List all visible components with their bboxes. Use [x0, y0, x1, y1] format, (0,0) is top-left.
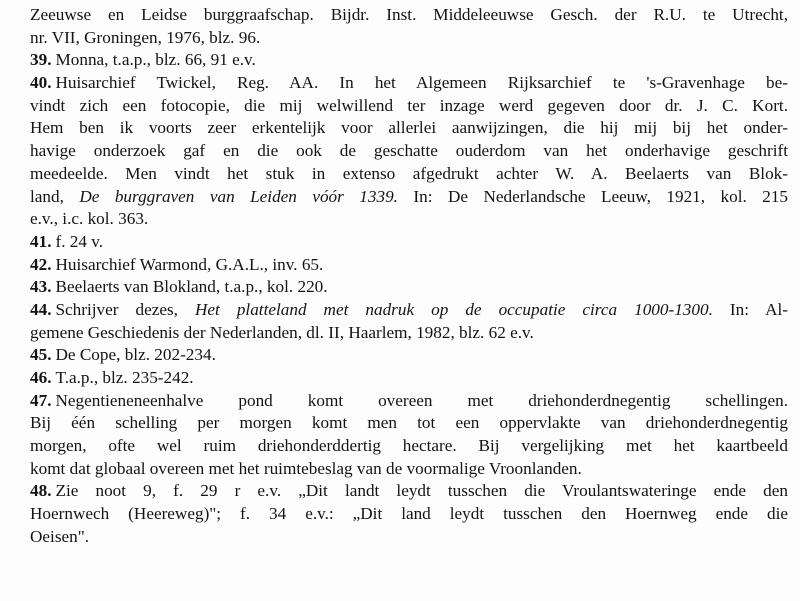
footnote-line — [30, 412, 788, 435]
footnote-number: 44. — [30, 299, 52, 319]
footnotes-list — [30, 4, 788, 549]
footnote-text: land, — [30, 186, 80, 206]
footnote-line — [30, 72, 788, 95]
footnote-text: Schrijver dezes, — [55, 299, 195, 319]
footnote-text: meedeelde. Men vindt het stuk in extenso afgedrukt achter W. A. Beelaerts van Blok- — [30, 163, 788, 183]
footnote-line — [30, 435, 788, 458]
footnote-line — [30, 390, 788, 413]
footnote-line — [30, 231, 788, 254]
footnote-line — [30, 163, 788, 186]
footnote-number: 45. — [30, 345, 52, 365]
footnote — [30, 49, 788, 72]
footnote-text: vindt zich een fotocopie, die mij welwillend ter inzage werd gegeven door dr. J. C. Kort. — [30, 95, 788, 115]
footnote-text: komt dat globaal overeen met het ruimtebeslag van de voormalige Vroonlanden. — [30, 458, 582, 478]
footnote-line — [30, 480, 788, 503]
footnote — [30, 276, 788, 299]
footnote-text: Monna, t.a.p., blz. 66, 91 e.v. — [55, 50, 256, 70]
footnote-text: Bij één schelling per morgen komt men tot een oppervlakte van driehonderdnegentig — [30, 413, 788, 433]
footnote-line — [30, 322, 788, 345]
footnote-text: Hoernwech (Heereweg)"; f. 34 e.v.: „Dit land leydt tusschen den Hoernweg ende die — [30, 504, 788, 524]
footnote-text: Negentieneneenhalve pond komt overeen met driehonderdnegentig schellingen. — [55, 390, 788, 410]
footnote — [30, 72, 788, 231]
footnote-text: Hem ben ik voorts zeer erkentelijk voor allerlei aanwijzingen, die hij mij bij het onder- — [30, 118, 788, 138]
footnote-number: 46. — [30, 368, 52, 387]
footnote-line — [30, 526, 788, 549]
footnote-line — [30, 299, 788, 322]
footnote-text: In: De Nederlandsche Leeuw, 1921, kol. 215 — [397, 186, 788, 206]
footnote-line — [30, 117, 788, 140]
footnote — [30, 390, 788, 481]
footnote-text: T.a.p., blz. 235-242. — [55, 368, 194, 387]
footnote-number: 47. — [30, 390, 52, 410]
footnote-line — [30, 140, 788, 163]
footnote-text: Huisarchief Twickel, Reg. AA. In het Algemeen Rijksarchief te 's-Gravenhage be- — [55, 73, 788, 93]
footnote-text: Oeisen". — [30, 526, 90, 546]
footnote — [30, 254, 788, 277]
footnote-line — [30, 95, 788, 118]
footnote-line — [30, 344, 788, 367]
footnote-text: havige onderzoek gaf en die ook de geschatte ouderdom van het onderhavige geschrift — [30, 141, 788, 161]
footnote-line — [30, 367, 788, 390]
footnote — [30, 231, 788, 254]
footnote-text: De Cope, blz. 202-234. — [55, 345, 216, 365]
footnote — [30, 4, 788, 49]
footnote-number: 39. — [30, 50, 52, 70]
footnote-text: Zeeuwse en Leidse burggraafschap. Bijdr. Inst. Middeleeuwse Gesch. der R.U. te Utrecht, — [30, 5, 788, 24]
footnote-line — [30, 254, 788, 277]
footnote — [30, 480, 788, 548]
footnote-text: gemene Geschiedenis der Nederlanden, dl. II, Haarlem, 1982, blz. 62 e.v. — [30, 322, 534, 342]
footnote — [30, 299, 788, 344]
footnote-text: Zie noot 9, f. 29 r e.v. „Dit landt leydt tusschen die Vroulantswateringe ende den — [55, 481, 788, 501]
footnote-text: Beelaerts van Blokland, t.a.p., kol. 220. — [55, 277, 328, 297]
footnote-line — [30, 49, 788, 72]
footnote-line — [30, 4, 788, 27]
footnote-line — [30, 458, 788, 481]
cited-title: Het platteland met nadruk op de occupatie circa 1000-1300. — [195, 299, 713, 319]
footnote-number: 42. — [30, 254, 52, 274]
footnote — [30, 367, 788, 390]
footnote-text: Huisarchief Warmond, G.A.L., inv. 65. — [55, 254, 324, 274]
footnote-line — [30, 27, 788, 50]
footnote-number: 43. — [30, 277, 52, 297]
footnote-text: nr. VII, Groningen, 1976, blz. 96. — [30, 27, 261, 47]
footnote-number: 40. — [30, 73, 52, 93]
footnote-text: morgen, ofte wel ruim driehonderddertig hectare. Bij vergelijking met het kaartbeeld — [30, 436, 788, 456]
footnote — [30, 344, 788, 367]
footnote-number: 41. — [30, 231, 52, 251]
cited-title: De burggraven van Leiden vóór 1339. — [79, 186, 398, 206]
footnote-text: f. 24 v. — [55, 231, 104, 251]
footnote-line — [30, 503, 788, 526]
footnote-text: In: Al- — [712, 299, 788, 319]
footnote-line — [30, 186, 788, 209]
footnote-line — [30, 276, 788, 299]
footnote-text: e.v., i.c. kol. 363. — [30, 209, 149, 229]
footnote-line — [30, 208, 788, 231]
footnote-number: 48. — [30, 481, 52, 501]
